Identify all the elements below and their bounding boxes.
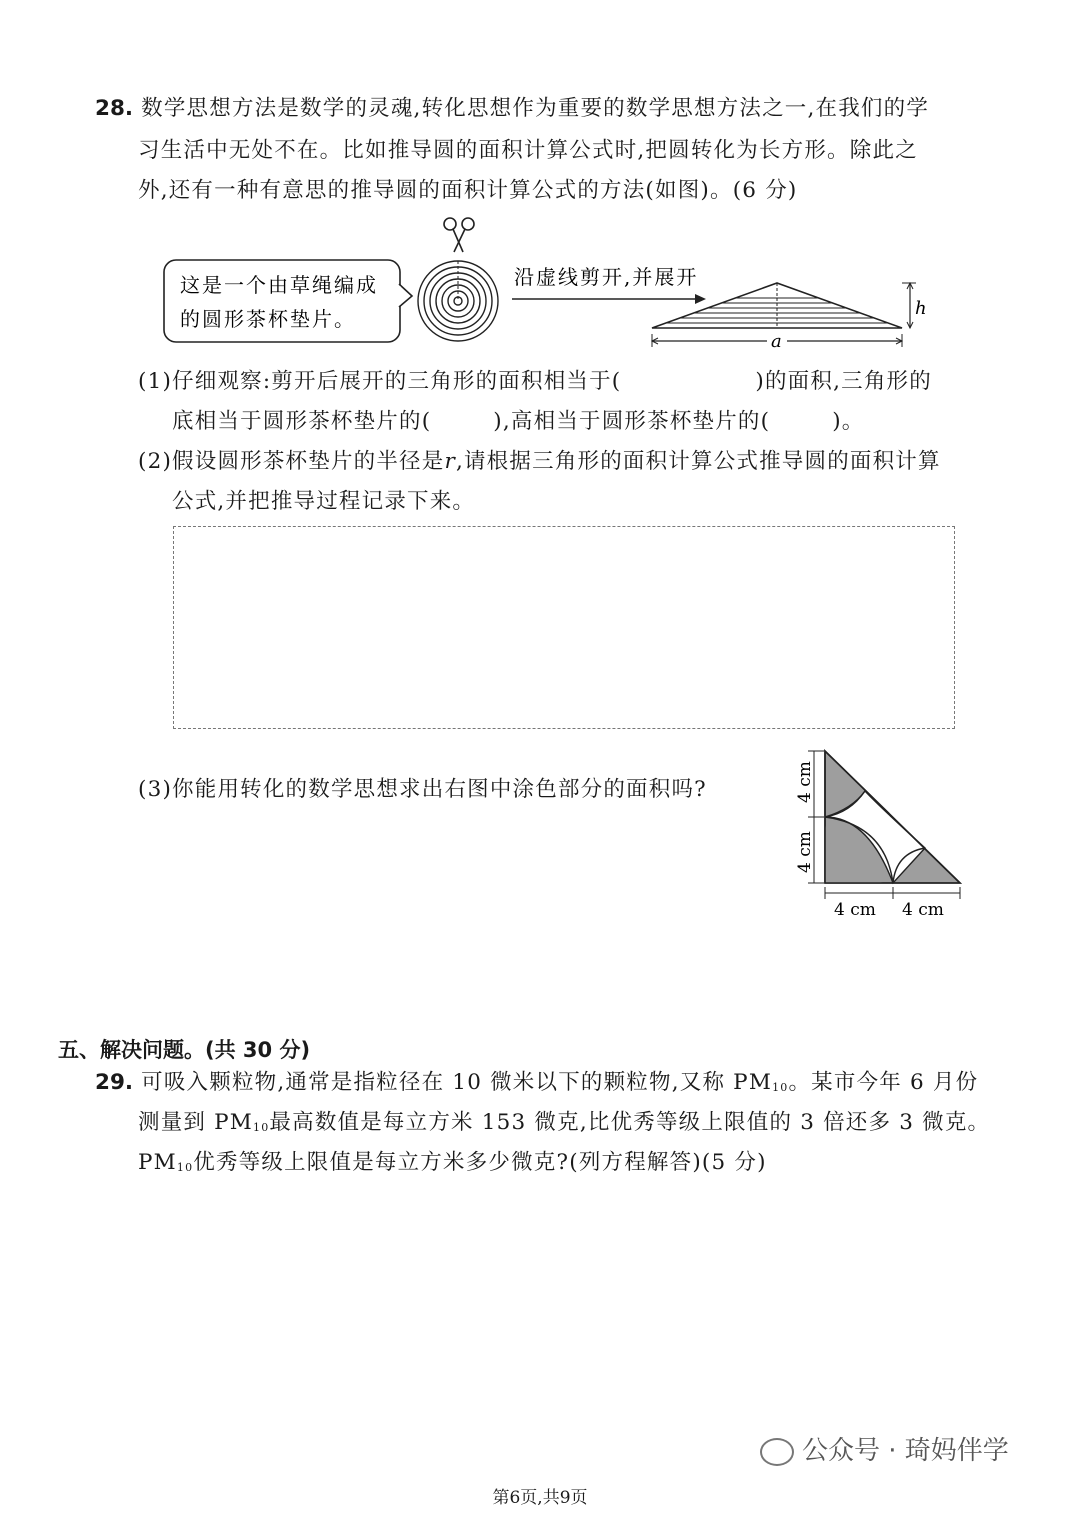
q28-line-1: 28. 数学思想方法是数学的灵魂,转化思想作为重要的数学思想方法之一,在我们的学 [95, 96, 930, 121]
q28-line-3: 外,还有一种有意思的推导圆的面积计算公式的方法(如图)。(6 分) [138, 178, 798, 203]
var-r: r [444, 449, 456, 474]
watermark: 公众号 · 琦妈伴学 [760, 1430, 1009, 1467]
q28-part2-line-1: (2)假设圆形茶杯垫片的半径是r,请根据三角形的面积计算公式推导圆的面积计算 [138, 449, 941, 474]
dim-left-top: 4 cm [795, 761, 815, 803]
page-footer: 第6页,共9页 [492, 1488, 588, 1508]
q28-line-2: 习生活中无处不在。比如推导圆的面积计算公式时,把圆转化为长方形。除此之 [138, 138, 918, 163]
bubble-text-1: 这是一个由草绳编成 [180, 273, 378, 297]
arrow-label: 沿虚线剪开,并展开 [514, 265, 699, 289]
q28-number: 28. [95, 96, 134, 121]
shaded-triangle-figure [790, 745, 970, 925]
dim-bottom-right: 4 cm [902, 900, 944, 920]
q28-part2-line-2: 公式,并把推导过程记录下来。 [172, 489, 476, 514]
q28-part1-line-2: 底相当于圆形茶杯垫片的( ),高相当于圆形茶杯垫片的( )。 [172, 409, 865, 434]
label-h: h [915, 298, 927, 319]
q29-line-3: $PM_{10}$优秀等级上限值是每立方米多少微克?(列方程解答)(5 分) [138, 1150, 767, 1175]
section-5-title: 五、解决问题。(共 30 分) [58, 1038, 311, 1062]
dim-bottom-left: 4 cm [834, 900, 876, 920]
bubble-text-2: 的圆形茶杯垫片。 [180, 307, 356, 331]
answer-box[interactable] [173, 526, 955, 729]
coaster-figure [150, 210, 950, 360]
dim-left-bottom: 4 cm [795, 831, 815, 873]
q28-part1-line-1: (1)仔细观察:剪开后展开的三角形的面积相当于( )的面积,三角形的 [138, 369, 932, 394]
q29-number: 29. [95, 1070, 134, 1095]
scissors-icon [444, 218, 474, 252]
q28-part3: (3)你能用转化的数学思想求出右图中涂色部分的面积吗? [138, 777, 707, 802]
q29-line-2: 测量到 $PM_{10}$最高数值是每立方米 153 微克,比优秀等级上限值的 3 倍还多 3 微克。 [138, 1110, 991, 1135]
q29-line-1: 29. 可吸入颗粒物,通常是指粒径在 10 微米以下的颗粒物,又称 $PM_{10}$。某市今年 6 月份 [95, 1070, 979, 1095]
label-a: a [771, 331, 782, 352]
wechat-icon [760, 1438, 794, 1466]
unrolled-triangle [652, 283, 902, 328]
